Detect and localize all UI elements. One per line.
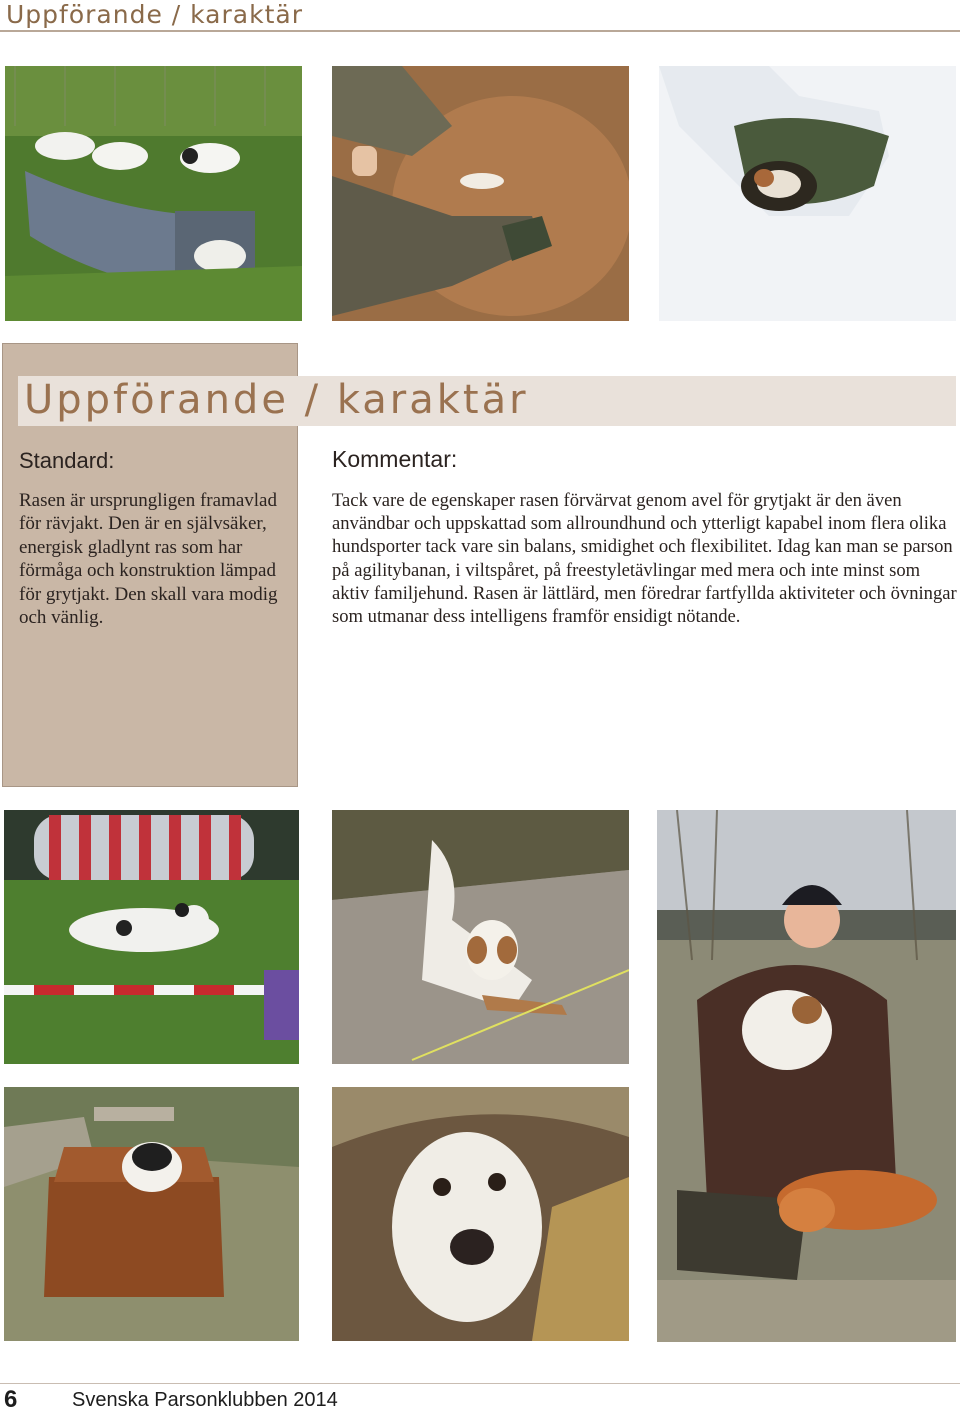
running-header-title: Uppförande / karaktär xyxy=(6,0,303,29)
footer-publication: Svenska Parsonklubben 2014 xyxy=(72,1389,338,1411)
photo-woman-with-dog-and-fox xyxy=(657,810,956,1342)
page-number: 6 xyxy=(4,1386,18,1413)
header-rule xyxy=(0,30,960,32)
photo-puppies-on-agility-box xyxy=(5,66,302,321)
photo-dog-in-burrow-dig xyxy=(332,66,629,321)
photo-dog-in-leather-bag xyxy=(4,1087,299,1341)
photo-dog-in-snow-hole xyxy=(659,66,956,321)
photo-dog-jumping-agility xyxy=(4,810,299,1064)
photo-dog-face-in-den xyxy=(332,1087,629,1341)
kommentar-label: Kommentar: xyxy=(332,446,458,472)
section-heading: Uppförande / karaktär xyxy=(24,377,529,423)
standard-label: Standard: xyxy=(19,448,115,473)
footer-rule xyxy=(0,1383,960,1384)
photo-dog-tracking-leg xyxy=(332,810,629,1064)
standard-text: Rasen är ursprungligen framavlad för rävjakt. Den är en självsäker, energisk gladlynt ras som har förmåga och konstruktion lämpad för grytjakt. Den skall vara modig och vänlig. xyxy=(19,490,278,629)
kommentar-text: Tack vare de egenskaper rasen förvärvat genom avel för grytjakt är den även användbar och uppskattad som allroundhund och ytterligt kapabel inom flera olika hundsporter tack vare sin balans, smidighet och flexibilitet. Idag kan man se parson på agilitybanan, i viltspåret, på freestyletävlingar med mera och inte minst som aktiv familjehund. Rasen är lättlärd, men föredrar fartfyllda aktiviteter och övningar som utmanar dess intelligens framför ensidigt nötande. xyxy=(332,490,957,628)
